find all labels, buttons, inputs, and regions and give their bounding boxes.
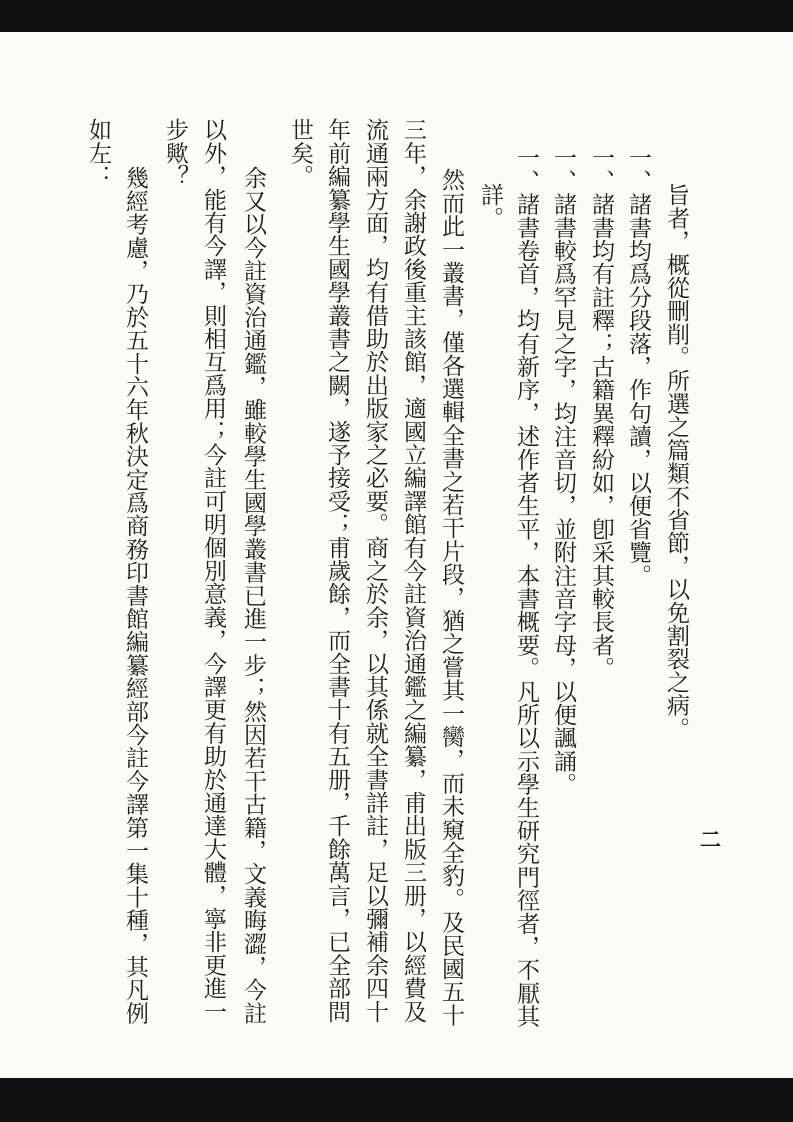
- scan-edge-bottom: [0, 1078, 793, 1122]
- text-column: 余又以今註資治通鑑，雖較學生國學叢書已進一步；然因若干古籍，文義晦澀，今註: [241, 166, 266, 1025]
- text-column: 三年，余謝政後重主該館，適國立編譯館有今註資治通鑑之編纂，甫出版三册，以經費及: [401, 118, 426, 1023]
- text-column: 步歟？: [163, 118, 188, 188]
- text-column: 一、諸書均爲分段落，作句讀，以便省覽。: [626, 146, 651, 587]
- text-column: 年前編纂學生國學叢書之闕，遂予接受；甫歲餘，而全書十有五册，千餘萬言，已全部問: [325, 118, 350, 1023]
- text-column: 如左：: [86, 118, 111, 188]
- text-column: 一、諸書較爲罕見之字，均注音切，並附注音字母，以便諷誦。: [551, 146, 576, 796]
- text-column: 一、諸書均有註釋；古籍異釋紛如，卽采其較長者。: [589, 146, 614, 680]
- text-column: 一、諸書卷首，均有新序，述作者生平，本書概要。凡所以示學生研究門徑者，不厭其: [514, 146, 539, 1028]
- page-number: 二: [700, 828, 721, 852]
- text-column: 流通兩方面，均有借助於出版家之必要。商之於余，以其係就全書詳註，足以彌補余四十: [363, 118, 388, 1023]
- text-column: 以外，能有今譯，則相互爲用；今註可明個別意義，今譯更有助於通達大體，寧非更進一: [201, 118, 226, 1023]
- scan-edge-top: [0, 0, 793, 32]
- text-column: 世矣。: [288, 118, 313, 188]
- text-column: 詳。: [478, 183, 503, 230]
- text-column: 幾經考慮，乃於五十六年秋決定爲商務印書館編纂經部今註今譯第一集十種，其凡例: [123, 166, 148, 1025]
- text-column: 然而此一叢書，僅各選輯全書之若干片段，猶之嘗其一臠，而未窺全豹。及民國五十: [439, 168, 464, 1027]
- text-column: 旨者，概從刪削。所選之篇類不省節，以免割裂之病。: [664, 183, 689, 740]
